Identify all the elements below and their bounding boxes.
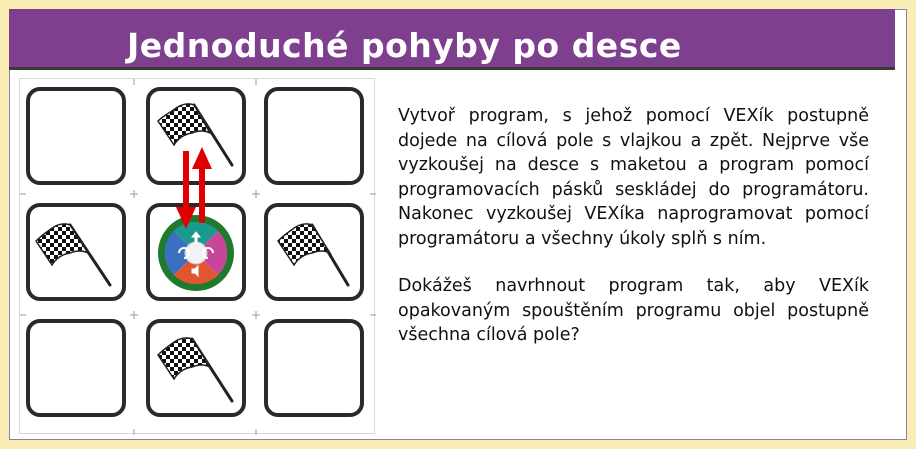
instructions-paragraph-1: Vytvoř program, s jehož pomocí VEXík postupně dojede na cílová pole s vlajkou a zpět. Nejprve vše vyzkoušej na desce s maketou a program pomocí programovacích pásků seskládej do programátoru. Nakonec vyzkoušej VEXíka naprogramovat pomocí programátoru a všechny úkoly splň s ním. (398, 106, 869, 249)
board-cell-4[interactable] (26, 203, 126, 301)
board-cell-1[interactable] (26, 87, 126, 185)
header-bar (9, 9, 895, 67)
robot-vexik-icon (150, 207, 242, 297)
checkered-flag-icon (150, 91, 242, 181)
instructions-text (398, 104, 869, 348)
game-board (19, 78, 375, 434)
board-cell-8[interactable] (146, 319, 246, 417)
board-cell-7[interactable] (26, 319, 126, 417)
instructions-paragraph-2: Dokážeš navrhnout program tak, aby VEXík opakovaným spouštěním programu objel postupně všechna cílová pole? (398, 276, 869, 345)
board-cell-6[interactable] (264, 203, 364, 301)
board-cell-5[interactable] (146, 203, 246, 301)
board-cell-3[interactable] (264, 87, 364, 185)
header-divider (9, 67, 895, 70)
page-title: Jednoduché pohyby po desce (127, 26, 682, 65)
board-cell-2[interactable] (146, 87, 246, 185)
checkered-flag-icon (268, 207, 360, 297)
checkered-flag-icon (150, 323, 242, 413)
board-cell-9[interactable] (264, 319, 364, 417)
checkered-flag-icon (30, 207, 122, 297)
